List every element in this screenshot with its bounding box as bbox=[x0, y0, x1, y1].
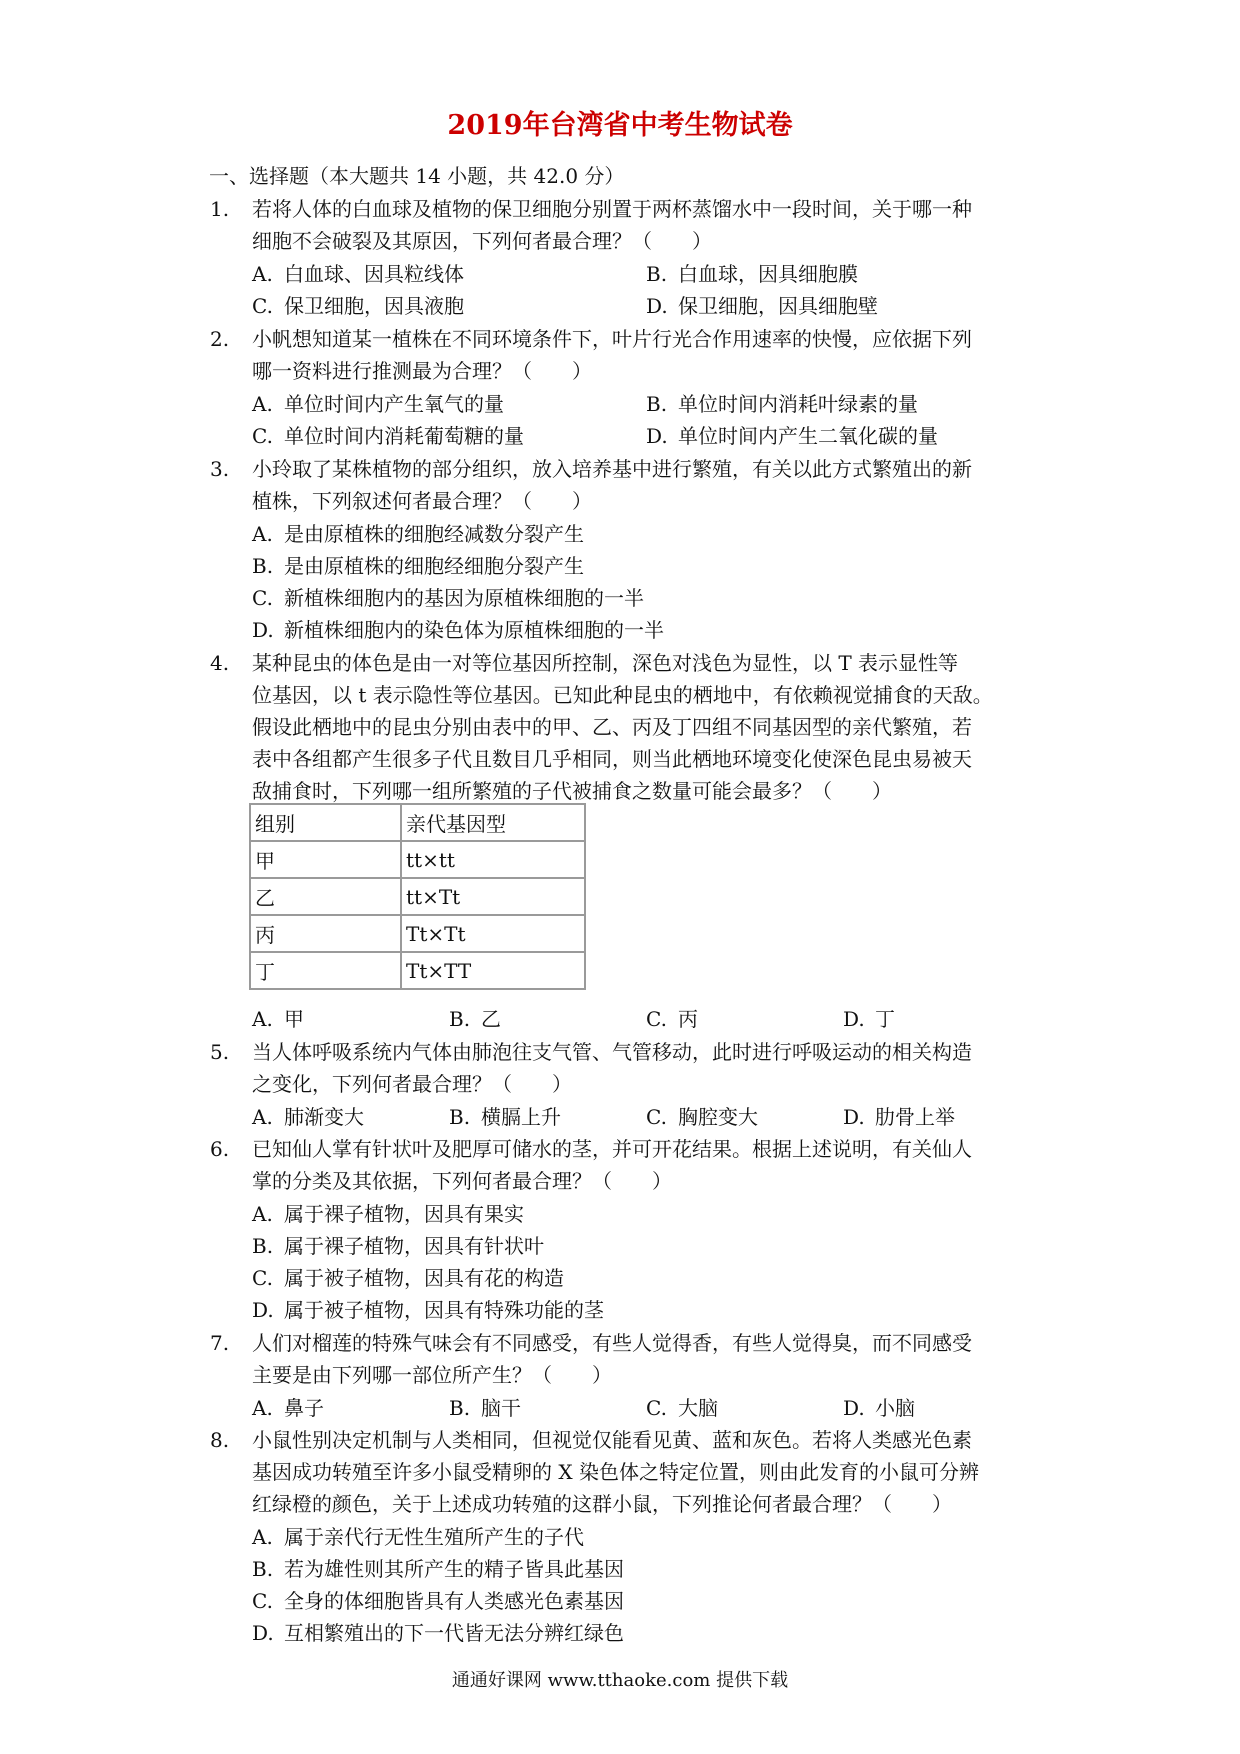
option-d[interactable]: D. 丁 bbox=[843, 1007, 895, 1031]
option-c[interactable]: C. 保卫细胞，因具液胞 bbox=[252, 294, 464, 318]
table-row bbox=[250, 952, 585, 989]
question-number: 3. bbox=[210, 457, 230, 481]
genotype-table bbox=[249, 803, 586, 990]
question-text-line: 若将人体的白血球及植物的保卫细胞分别置于两杯蒸馏水中一段时间，关于哪一种 bbox=[252, 197, 972, 221]
option-a[interactable]: A. 单位时间内产生氧气的量 bbox=[252, 392, 504, 416]
question-text-line: 细胞不会破裂及其原因，下列何者最合理？（ ） bbox=[252, 229, 712, 253]
option-d[interactable]: D. 保卫细胞，因具细胞壁 bbox=[646, 294, 878, 318]
option-b[interactable]: B. 横膈上升 bbox=[449, 1105, 561, 1129]
question-number: 1. bbox=[210, 197, 230, 221]
table-cell: Tt×TT bbox=[401, 952, 585, 989]
option-c[interactable]: C. 属于被子植物，因具有花的构造 bbox=[252, 1266, 564, 1290]
page-title: 2019年台湾省中考生物试卷 bbox=[447, 110, 793, 141]
question-number: 8. bbox=[210, 1428, 230, 1452]
table-cell: 丙 bbox=[250, 915, 401, 952]
option-b[interactable]: B. 白血球，因具细胞膜 bbox=[646, 262, 858, 286]
table-cell: 甲 bbox=[250, 841, 401, 878]
question-text-line: 已知仙人掌有针状叶及肥厚可储水的茎，并可开花结果。根据上述说明，有关仙人 bbox=[252, 1137, 972, 1161]
option-c[interactable]: C. 胸腔变大 bbox=[646, 1105, 758, 1129]
option-a[interactable]: A. 甲 bbox=[252, 1007, 304, 1031]
question-number: 7. bbox=[210, 1331, 230, 1355]
option-d[interactable]: D. 肋骨上举 bbox=[843, 1105, 955, 1129]
option-b[interactable]: B. 若为雄性则其所产生的精子皆具此基因 bbox=[252, 1557, 624, 1581]
option-c[interactable]: C. 大脑 bbox=[646, 1396, 718, 1420]
option-d[interactable]: D. 单位时间内产生二氧化碳的量 bbox=[646, 424, 938, 448]
question-text-line: 基因成功转殖至许多小鼠受精卵的 X 染色体之特定位置，则由此发育的小鼠可分辨 bbox=[252, 1460, 979, 1484]
table-header-cell: 组别 bbox=[250, 804, 401, 841]
table-cell: tt×Tt bbox=[401, 878, 585, 915]
option-a[interactable]: A. 是由原植株的细胞经减数分裂产生 bbox=[252, 522, 584, 546]
table-cell: 丁 bbox=[250, 952, 401, 989]
table-header-cell: 亲代基因型 bbox=[401, 804, 585, 841]
question-text-line: 位基因，以 t 表示隐性等位基因。已知此种昆虫的栖地中，有依赖视觉捕食的天敌。 bbox=[252, 683, 993, 707]
table-header-row bbox=[250, 804, 585, 841]
page-footer: 通通好课网 www.tthaoke.com 提供下载 bbox=[451, 1670, 789, 1691]
question-text-line: 敌捕食时，下列哪一组所繁殖的子代被捕食之数量可能会最多？（ ） bbox=[252, 779, 892, 803]
option-c[interactable]: C. 新植株细胞内的基因为原植株细胞的一半 bbox=[252, 586, 644, 610]
question-text-line: 哪一资料进行推测最为合理？（ ） bbox=[252, 359, 592, 383]
option-c[interactable]: C. 单位时间内消耗葡萄糖的量 bbox=[252, 424, 524, 448]
option-b[interactable]: B. 乙 bbox=[449, 1007, 501, 1031]
option-b[interactable]: B. 脑干 bbox=[449, 1396, 521, 1420]
question-number: 4. bbox=[210, 651, 230, 675]
option-a[interactable]: A. 肺渐变大 bbox=[252, 1105, 364, 1129]
section-heading: 一、选择题（本大题共 14 小题，共 42.0 分） bbox=[209, 164, 625, 188]
option-a[interactable]: A. 白血球、因具粒线体 bbox=[252, 262, 464, 286]
question-text-line: 之变化，下列何者最合理？（ ） bbox=[252, 1072, 572, 1096]
option-b[interactable]: B. 单位时间内消耗叶绿素的量 bbox=[646, 392, 918, 416]
table-row bbox=[250, 841, 585, 878]
question-text-line: 小鼠性别决定机制与人类相同，但视觉仅能看见黄、蓝和灰色。若将人类感光色素 bbox=[252, 1428, 972, 1452]
option-b[interactable]: B. 属于裸子植物，因具有针状叶 bbox=[252, 1234, 544, 1258]
option-a[interactable]: A. 属于裸子植物，因具有果实 bbox=[252, 1202, 524, 1226]
option-a[interactable]: A. 鼻子 bbox=[252, 1396, 324, 1420]
question-number: 5. bbox=[210, 1040, 230, 1064]
question-text-line: 假设此栖地中的昆虫分别由表中的甲、乙、丙及丁四组不同基因型的亲代繁殖，若 bbox=[252, 715, 972, 739]
question-text-line: 当人体呼吸系统内气体由肺泡往支气管、气管移动，此时进行呼吸运动的相关构造 bbox=[252, 1040, 972, 1064]
table-cell: Tt×Tt bbox=[401, 915, 585, 952]
question-text-line: 人们对榴莲的特殊气味会有不同感受，有些人觉得香，有些人觉得臭，而不同感受 bbox=[252, 1331, 972, 1355]
question-text-line: 小帆想知道某一植株在不同环境条件下，叶片行光合作用速率的快慢，应依据下列 bbox=[252, 327, 972, 351]
option-b[interactable]: B. 是由原植株的细胞经细胞分裂产生 bbox=[252, 554, 584, 578]
table-cell: tt×tt bbox=[401, 841, 585, 878]
question-text-line: 红绿橙的颜色，关于上述成功转殖的这群小鼠，下列推论何者最合理？（ ） bbox=[252, 1492, 952, 1516]
question-text-line: 掌的分类及其依据，下列何者最合理？（ ） bbox=[252, 1169, 672, 1193]
option-d[interactable]: D. 互相繁殖出的下一代皆无法分辨红绿色 bbox=[252, 1621, 624, 1645]
option-d[interactable]: D. 小脑 bbox=[843, 1396, 915, 1420]
option-c[interactable]: C. 全身的体细胞皆具有人类感光色素基因 bbox=[252, 1589, 624, 1613]
question-number: 6. bbox=[210, 1137, 230, 1161]
table-cell: 乙 bbox=[250, 878, 401, 915]
question-text-line: 主要是由下列哪一部位所产生？（ ） bbox=[252, 1363, 612, 1387]
question-text-line: 某种昆虫的体色是由一对等位基因所控制，深色对浅色为显性，以 T 表示显性等 bbox=[252, 651, 959, 675]
question-text-line: 小玲取了某株植物的部分组织，放入培养基中进行繁殖，有关以此方式繁殖出的新 bbox=[252, 457, 972, 481]
table-row bbox=[250, 915, 585, 952]
question-text-line: 表中各组都产生很多子代且数目几乎相同，则当此栖地环境变化使深色昆虫易被天 bbox=[252, 747, 972, 771]
option-d[interactable]: D. 新植株细胞内的染色体为原植株细胞的一半 bbox=[252, 618, 664, 642]
question-number: 2. bbox=[210, 327, 230, 351]
question-text-line: 植株，下列叙述何者最合理？（ ） bbox=[252, 489, 592, 513]
option-a[interactable]: A. 属于亲代行无性生殖所产生的子代 bbox=[252, 1525, 584, 1549]
option-c[interactable]: C. 丙 bbox=[646, 1007, 698, 1031]
option-d[interactable]: D. 属于被子植物，因具有特殊功能的茎 bbox=[252, 1298, 604, 1322]
table-row bbox=[250, 878, 585, 915]
